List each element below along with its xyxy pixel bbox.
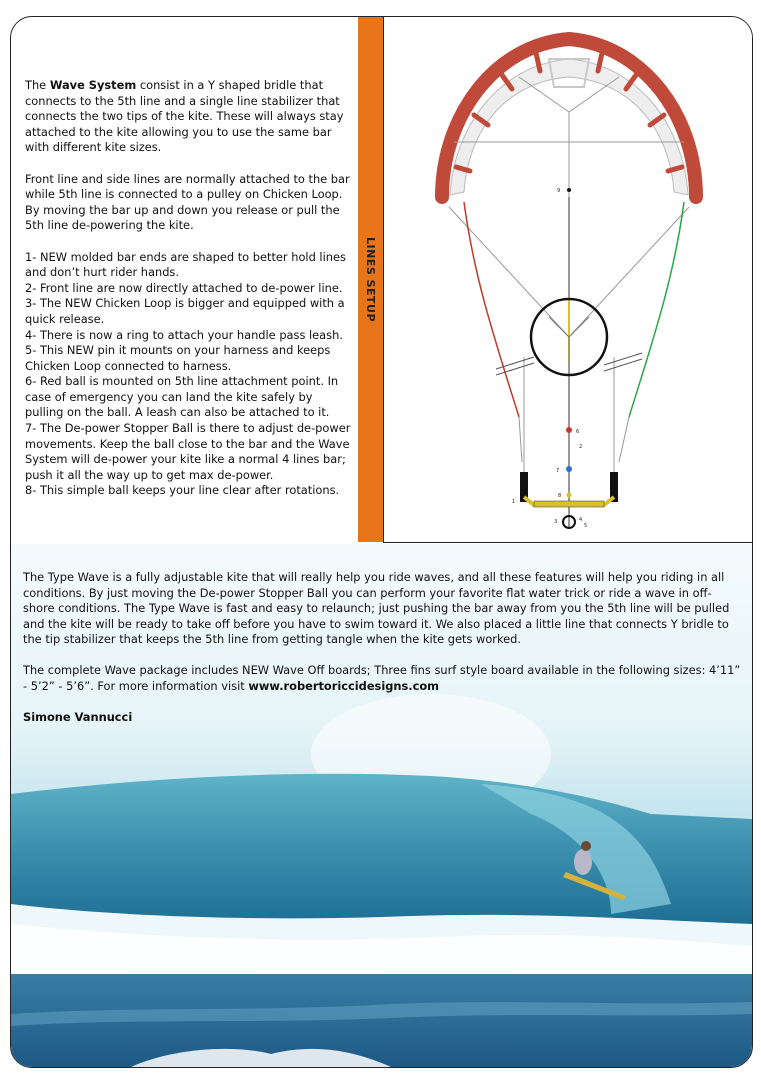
list-item: 6- Red ball is mounted on 5th line attachment point. In case of emergency you can land the kite safely by pulling on the ball. A leash can also be attached to it. [25, 374, 339, 420]
callout-4: 4 [579, 517, 583, 523]
intro-text [25, 78, 351, 499]
line-ball [567, 493, 572, 498]
callout-5: 5 [584, 523, 588, 529]
page-frame [10, 16, 753, 1068]
callout-6: 6 [576, 429, 580, 435]
list-item: 7- The De-power Stopper Ball is there to adjust de-power movements. Keep the ball close to the bar and the Wave System will de-power your kite like a normal 4 lines bar; push it all the way up to get max de-power. [25, 421, 351, 482]
kite-diagram-svg [384, 17, 753, 542]
section-tab [358, 17, 383, 542]
list-item: 1- NEW molded bar ends are shaped to better hold lines and don’t hurt rider hands. [25, 249, 346, 280]
list-item: 5- This NEW pin it mounts on your harness and keeps Chicken Loop connected to harness. [25, 343, 331, 373]
body-paragraph-1: The Type Wave is a fully adjustable kite that will really help you ride waves, and all these features will help you riding in all conditions. By just moving the De-power Stopper Ball you can perform your favorite flat water trick or ride a wave in off-shore conditions. The Type Wave is fast and easy to relaunch; just pushing the bar away from you the 5th line will be pulled and the kite will be ready to take off before you have to swim toward it. We also placed a little line that connects Y bridle to the tip stabilizer that keeps the 5th line from getting tangle when the kite gets worked. [23, 570, 730, 646]
callout-8: 8 [558, 493, 562, 499]
body-paragraph-2: The complete Wave package includes NEW Wave Off boards; Three fins surf style board available in the following sizes: 4’11” - 5’2” - 5’6”. For more information visit www.robertoriccidesigns.com [23, 663, 741, 693]
stopper-ball [566, 466, 572, 472]
red-ball [566, 427, 572, 433]
intro-paragraph-1: The Wave System consist in a Y shaped bridle that connects to the 5th line and a single line stabilizer that connects the two tips of the kite. These will always stay attached to the kite allowing you to use the same bar with different kite sizes. [25, 78, 344, 155]
right-green-line [629, 202, 684, 417]
author-signature: Simone Vannucci [23, 709, 133, 724]
callout-2: 2 [579, 444, 583, 450]
features-list [25, 250, 351, 500]
list-item: 2- Front line are now directly attached to de-power line. [25, 280, 343, 295]
list-item: 8- This simple ball keeps your line clear after rotations. [25, 483, 340, 498]
section-tab-label: LINES SETUP [364, 236, 378, 323]
callout-3: 3 [554, 519, 558, 525]
callout-7: 7 [556, 468, 560, 474]
left-red-line [464, 202, 519, 417]
list-item: 4- There is now a ring to attach your handle pass leash. [25, 327, 343, 342]
website-link[interactable]: www.robertoriccidesigns.com [248, 678, 440, 693]
list-item: 3- The NEW Chicken Loop is bigger and equipped with a quick release. [25, 296, 345, 326]
callout-9: 9 [557, 188, 561, 194]
intro-paragraph-2: Front line and side lines are normally attached to the bar while 5th line is connected to a pulley on Chicken Loop. By moving the bar up and down you release or pull the 5th line de-powering the kite. [25, 171, 350, 233]
body-text [23, 570, 743, 741]
lines-diagram [383, 17, 753, 543]
callout-1: 1 [512, 499, 516, 505]
